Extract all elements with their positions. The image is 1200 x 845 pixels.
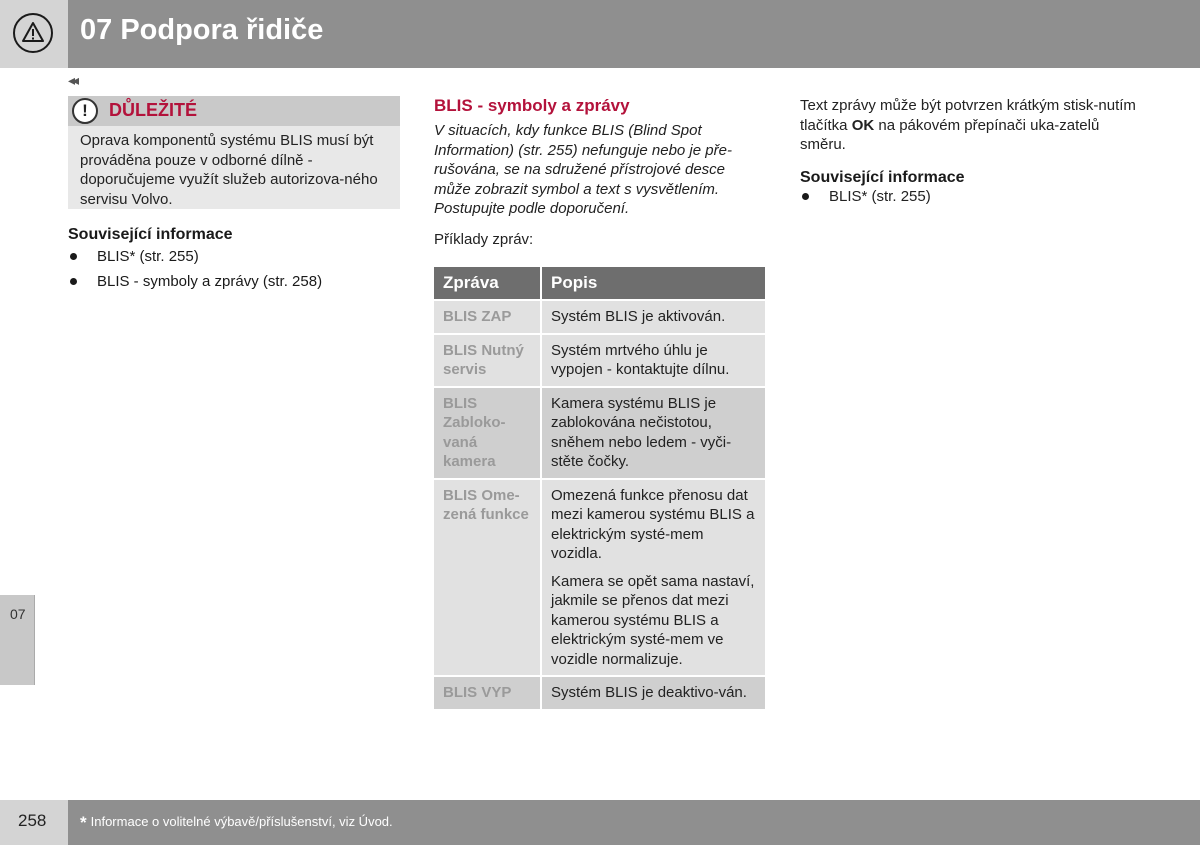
- related-list: [800, 187, 1140, 206]
- description-cell: [542, 335, 765, 386]
- page-header: [0, 0, 1200, 68]
- footnote: [80, 813, 393, 833]
- confirm-text-part: na pákovém přepínači uka-zatelů směru.: [800, 116, 1100, 153]
- description-cell: [542, 480, 765, 676]
- message-cell: BLIS VYP: [434, 677, 540, 709]
- description-text: Kamera se opět sama nastaví, jakmile se přenos dat mezi kamerou systému BLIS a elektrickým systé-mem ve vozidle normalizuje.: [551, 572, 755, 668]
- table-row: [434, 677, 765, 709]
- related-link[interactable]: BLIS - symboly a zprávy (str. 258): [68, 272, 400, 291]
- chapter-side-tab[interactable]: [0, 595, 35, 685]
- section-intro: V situacích, kdy funkce BLIS (Blind Spot Information) (str. 255) nefunguje nebo je pře-rušována, se na sdružené přístrojové desce může zobrazit symbol a text s vysvětlením. Postupujte podle doporučení.: [434, 122, 732, 217]
- warning-triangle-icon: [13, 13, 53, 53]
- related-heading: Související informace: [800, 168, 965, 186]
- table-row: [434, 480, 765, 676]
- right-column: [800, 96, 1140, 212]
- chapter-title: 07 Podpora řidiče: [80, 14, 324, 46]
- back-arrows-icon[interactable]: ◂◂: [68, 72, 77, 88]
- table-header-cell: Zpráva: [434, 267, 540, 299]
- confirm-text-part: Text zprávy může být potvrzen krátkým stisk-nutím tlačítka: [800, 97, 1136, 134]
- description-text: Systém BLIS je aktivován.: [551, 308, 726, 325]
- description-cell: [542, 301, 765, 333]
- table-header-row: [434, 267, 765, 299]
- exclamation-icon: !: [72, 98, 98, 124]
- message-cell: BLIS ZAP: [434, 301, 540, 333]
- important-notice: [68, 96, 400, 209]
- side-tab-label: 07: [10, 606, 26, 622]
- messages-table: [434, 267, 765, 711]
- description-text: Omezená funkce přenosu dat mezi kamerou systému BLIS a elektrickým systé-mem vozidla.: [551, 486, 755, 562]
- description-cell: [542, 388, 765, 478]
- footnote-text: Informace o volitelné výbavě/příslušenství, viz Úvod.: [90, 814, 393, 829]
- related-link[interactable]: BLIS* (str. 255): [800, 187, 1140, 206]
- message-cell: BLIS Ome-zená funkce: [434, 480, 540, 676]
- related-heading: Související informace: [68, 226, 233, 243]
- related-list: [68, 247, 400, 291]
- confirm-text: [800, 96, 1140, 155]
- footnote-star: *: [80, 813, 87, 832]
- message-cell: BLIS Zabloko-vaná kamera: [434, 388, 540, 478]
- table-header-cell: Popis: [542, 267, 765, 299]
- table-row: [434, 335, 765, 386]
- section-title: BLIS - symboly a zprávy: [434, 96, 630, 115]
- important-header: [68, 96, 400, 126]
- important-title: DŮLEŽITÉ: [109, 100, 197, 120]
- description-text: Systém mrtvého úhlu je vypojen - kontaktujte dílnu.: [551, 341, 730, 378]
- message-cell: BLIS Nutný servis: [434, 335, 540, 386]
- description-text: Kamera systému BLIS je zablokována nečistotou, sněhem nebo ledem - vyči-stěte čočky.: [551, 394, 732, 470]
- important-text: Oprava komponentů systému BLIS musí být prováděna pouze v odborné dílně - doporučujeme využít služeb autorizova-ného servisu Volvo.: [80, 132, 378, 208]
- related-link[interactable]: BLIS* (str. 255): [68, 247, 400, 266]
- ok-button-label: OK: [851, 116, 875, 134]
- page-number: 258: [18, 811, 47, 830]
- examples-label: Příklady zpráv:: [434, 231, 534, 248]
- left-related-info: [68, 226, 400, 297]
- table-row: [434, 301, 765, 333]
- description-text: Systém BLIS je deaktivo-ván.: [551, 684, 747, 701]
- header-icon-area: [0, 0, 68, 68]
- description-cell: [542, 677, 765, 709]
- table-row: [434, 388, 765, 478]
